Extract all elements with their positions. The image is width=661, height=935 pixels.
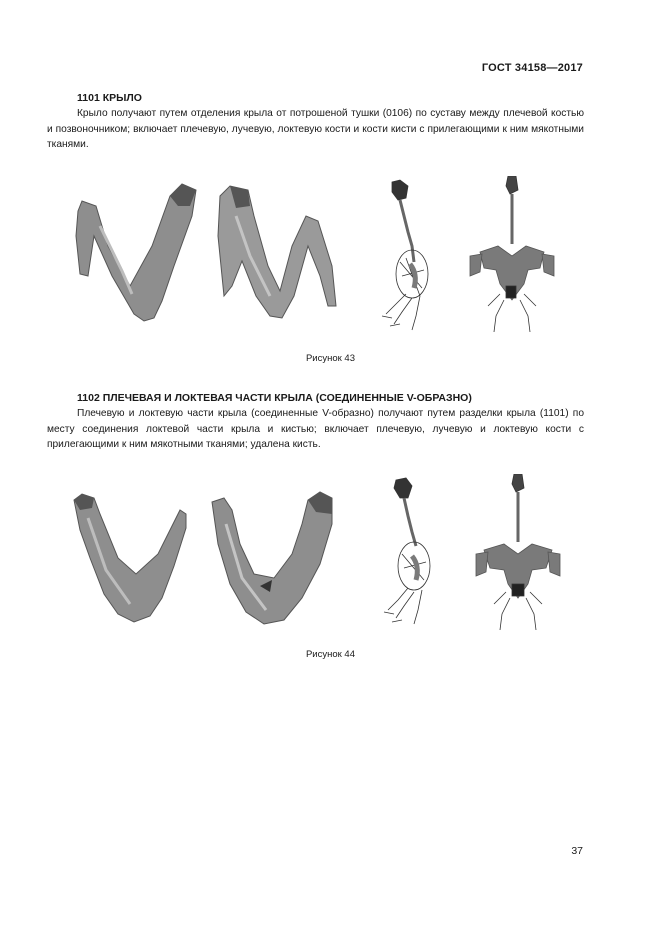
section-1101-paragraph: Крыло получают путем отделения крыла от потрошеной тушки (0106) по суставу между плечевой костью и позвоночником; включает плечевую, лучевую, локтевую кости и кости кисти с прилегающими к ним мякотными тканями.	[47, 108, 584, 150]
wing-piece-right	[218, 186, 336, 318]
figure-44-caption: Рисунок 44	[305, 649, 356, 660]
figure-43-image	[70, 176, 590, 336]
figure-43-caption: Рисунок 43	[305, 353, 356, 364]
carcass-skeleton-front-2	[476, 474, 560, 630]
v-wing-piece-right	[212, 492, 332, 624]
carcass-skeleton-side	[382, 180, 428, 330]
figure-44-image	[70, 474, 590, 634]
figure-44	[70, 474, 590, 634]
carcass-skeleton-front	[470, 176, 554, 332]
wing-piece-left	[76, 184, 196, 321]
standard-number: ГОСТ 34158—2017	[481, 62, 583, 74]
v-wing-piece-left	[74, 494, 186, 622]
section-1102-paragraph: Плечевую и локтевую части крыла (соединенные V-образно) получают путем разделки крыла (1101) по месту соединения локтевой части крыла и кистью; включает плечевую, лучевую и локтевую кости с прилегающими к ним мякотными тканями; удалена кисть.	[47, 408, 584, 450]
carcass-skeleton-side-2	[384, 478, 430, 624]
figure-43	[70, 176, 590, 336]
section-1101-heading: 1101 КРЫЛО	[77, 92, 142, 104]
page-number: 37	[571, 845, 583, 857]
section-1102-heading: 1102 ПЛЕЧЕВАЯ И ЛОКТЕВАЯ ЧАСТИ КРЫЛА (СОЕДИНЕННЫЕ V-ОБРАЗНО)	[77, 392, 472, 404]
